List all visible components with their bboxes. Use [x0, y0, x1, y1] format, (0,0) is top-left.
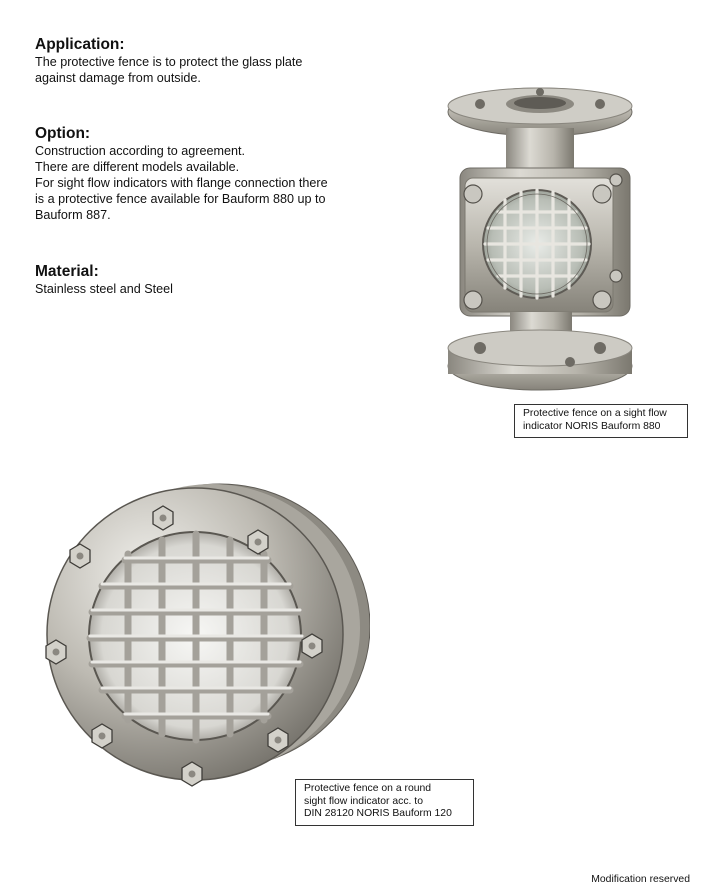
application-text: The protective fence is to protect the glass plate against damage from outside. [35, 55, 303, 85]
application-heading: Application: [35, 36, 125, 53]
option-text: Construction according to agreement. There are different models available. For sight flow indicators with flange connection there is a protective fence available for Bauform 880 up to Bauform 887. [35, 144, 328, 222]
modification-reserved-note: Modification reserved [591, 874, 690, 885]
material-section [35, 263, 395, 297]
sight-flow-indicator-880-photo [440, 86, 650, 398]
caption-bauform-880: Protective fence on a sight flow indicator NORIS Bauform 880 [514, 404, 688, 438]
material-text: Stainless steel and Steel [35, 282, 173, 296]
caption-bauform-120: Protective fence on a round sight flow indicator acc. to DIN 28120 NORIS Bauform 120 [295, 779, 474, 826]
material-heading: Material: [35, 263, 99, 280]
application-section [35, 36, 395, 86]
round-indicator-illustration [30, 468, 370, 808]
round-sight-flow-indicator-120-photo [30, 468, 370, 808]
flanged-indicator-illustration [440, 86, 650, 398]
option-heading: Option: [35, 125, 91, 142]
option-section [35, 125, 395, 223]
